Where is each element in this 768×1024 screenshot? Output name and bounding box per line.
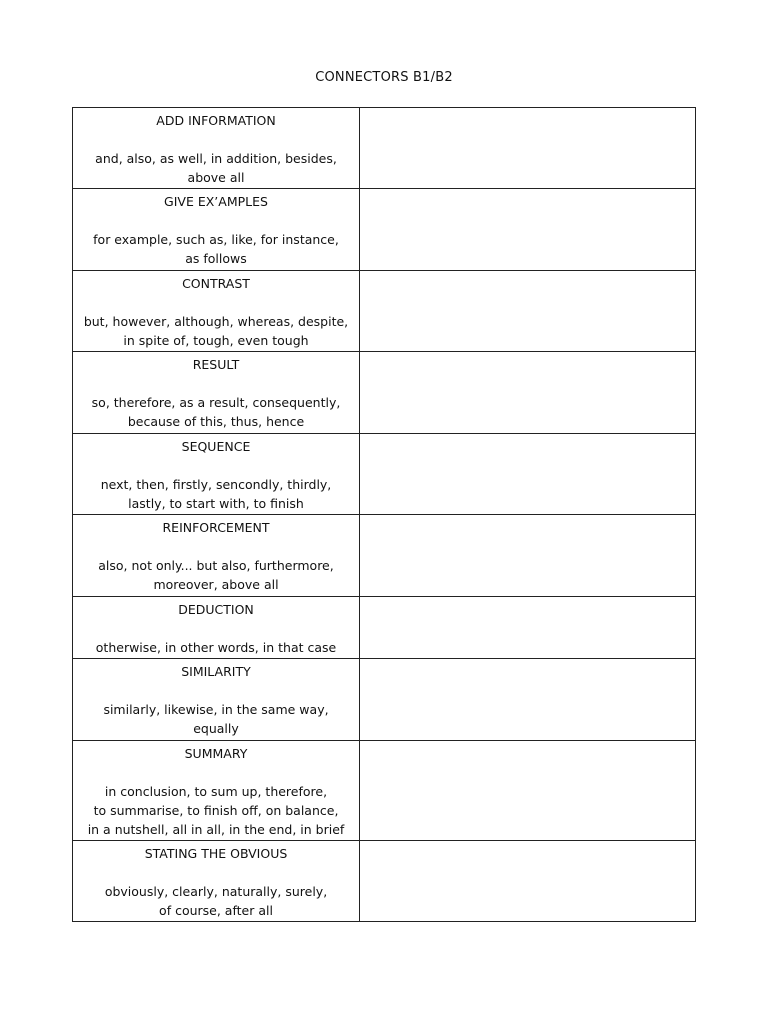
blank-answer-cell — [360, 741, 696, 841]
connector-category-cell — [73, 659, 360, 741]
connector-cell-content — [73, 659, 359, 738]
connector-examples: also, not only... but also, furthermore, moreover, above all — [98, 558, 334, 592]
connector-examples: and, also, as well, in addition, besides, above all — [95, 151, 337, 185]
category-label: GIVE EX’AMPLES — [164, 194, 268, 209]
table-row — [73, 597, 696, 659]
connector-category-cell — [73, 271, 360, 352]
blank-answer-cell — [360, 515, 696, 597]
connector-examples: next, then, firstly, sencondly, thirdly, lastly, to start with, to finish — [100, 477, 332, 511]
table-row — [73, 352, 696, 434]
category-label: DEDUCTION — [178, 602, 254, 617]
table-row — [73, 659, 696, 741]
connectors-table-body — [73, 108, 696, 922]
connector-category-cell — [73, 352, 360, 434]
connector-examples: in conclusion, to sum up, therefore, to summarise, to finish off, on balance, in a nutshell, all in all, in the end, in brief — [87, 784, 345, 837]
category-label: REINFORCEMENT — [162, 520, 270, 535]
connector-category-cell — [73, 741, 360, 841]
connectors-table — [72, 107, 696, 922]
connector-category-cell — [73, 515, 360, 597]
blank-answer-cell — [360, 841, 696, 922]
blank-answer-cell — [360, 271, 696, 352]
blank-answer-cell — [360, 659, 696, 741]
connector-cell-content — [73, 741, 359, 839]
category-label: SUMMARY — [184, 746, 248, 761]
blank-answer-cell — [360, 189, 696, 271]
connector-category-cell — [73, 189, 360, 271]
table-row — [73, 741, 696, 841]
table-row — [73, 271, 696, 352]
connector-category-cell — [73, 841, 360, 922]
category-label: RESULT — [192, 357, 240, 372]
connector-examples: but, however, although, whereas, despite, in spite of, tough, even tough — [83, 314, 349, 348]
connector-cell-content — [73, 841, 359, 920]
table-row — [73, 515, 696, 597]
connector-cell-content — [73, 271, 359, 350]
connector-category-cell — [73, 108, 360, 189]
category-label: ADD INFORMATION — [156, 113, 276, 128]
connector-cell-content — [73, 352, 359, 431]
connector-cell-content — [73, 434, 359, 513]
connector-cell-content — [73, 108, 359, 187]
connector-examples: so, therefore, as a result, consequently, because of this, thus, hence — [91, 395, 341, 429]
category-label: STATING THE OBVIOUS — [144, 846, 288, 861]
connector-examples: similarly, likewise, in the same way, equally — [103, 702, 329, 736]
connector-examples: otherwise, in other words, in that case — [95, 640, 337, 655]
connector-cell-content — [73, 515, 359, 594]
page-title: CONNECTORS B1/B2 — [315, 70, 453, 85]
blank-answer-cell — [360, 352, 696, 434]
table-row — [73, 841, 696, 922]
connector-category-cell — [73, 597, 360, 659]
category-label: CONTRAST — [182, 276, 250, 291]
blank-answer-cell — [360, 434, 696, 515]
connector-category-cell — [73, 434, 360, 515]
blank-answer-cell — [360, 108, 696, 189]
blank-answer-cell — [360, 597, 696, 659]
connector-examples: obviously, clearly, naturally, surely, of course, after all — [104, 884, 328, 918]
category-label: SIMILARITY — [181, 664, 251, 679]
connector-cell-content — [73, 189, 359, 268]
table-row — [73, 189, 696, 271]
table-row — [73, 108, 696, 189]
connector-examples: for example, such as, like, for instance, as follows — [93, 232, 339, 266]
table-row — [73, 434, 696, 515]
category-label: SEQUENCE — [181, 439, 251, 454]
connector-cell-content — [73, 597, 359, 657]
